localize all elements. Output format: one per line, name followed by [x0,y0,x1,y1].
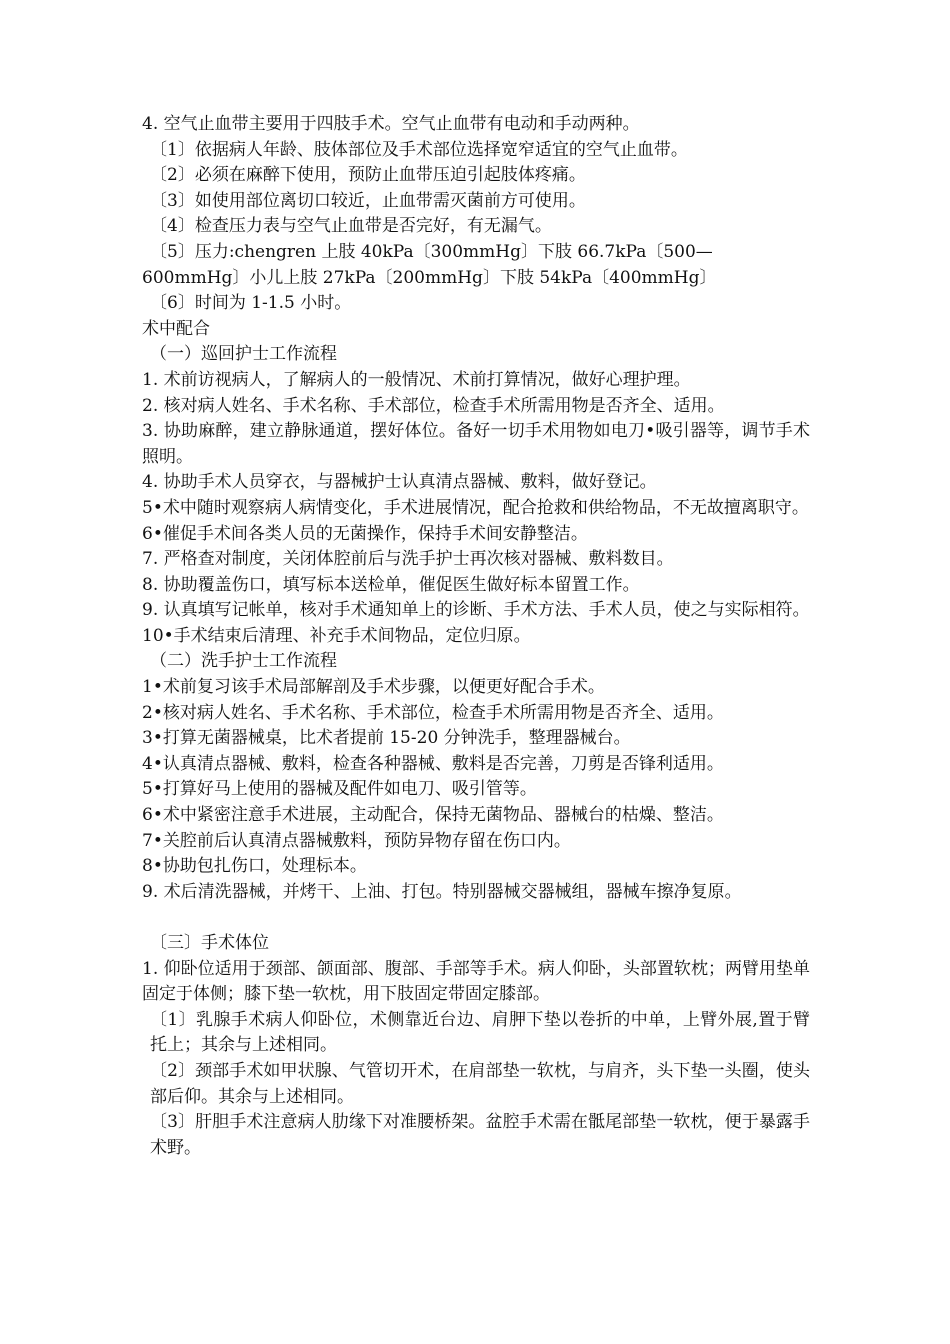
list-item: 〔1〕乳腺手术病人仰卧位，术侧靠近台边、肩胛下垫以卷折的中单，上臂外展,置于臂托上；其余与上述相同。 [150,1009,810,1056]
list-item: 〔2〕颈部手术如甲状腺、气管切开术，在肩部垫一软枕，与肩齐，头下垫一头圈，使头部后仰。其余与上述相同。 [150,1060,810,1107]
list-item: 8•协助包扎伤口，处理标本。 [142,856,367,877]
subsection-heading: （一）巡回护士工作流程 [150,344,337,365]
subsection-heading: （二）洗手护士工作流程 [150,651,337,672]
list-item: 2•核对病人姓名、手术名称、手术部位，检查手术所需用物是否齐全、适用。 [142,702,724,723]
list-item: 4. 协助手术人员穿衣，与器械护士认真清点器械、敷料，做好登记。 [142,472,657,493]
subsection-heading: 〔三〕手术体位 [150,933,269,953]
list-item-continuation: 600mmHg〕小儿上肢 27kPa〔200mmHg〕下肢 54kPa〔400mmHg〕 [142,267,717,288]
list-item: 6•催促手术间各类人员的无菌操作，保持手术间安静整洁。 [142,523,588,544]
list-item: 9. 术后清洗器械，并烤干、上油、打包。特别器械交器械组，器械车擦净复原。 [142,881,742,902]
list-item: 1•术前复习该手术局部解剖及手术步骤，以便更好配合手术。 [142,677,605,698]
list-item: 8. 协助覆盖伤口，填写标本送检单，催促医生做好标本留置工作。 [142,574,640,595]
paragraph: 4. 空气止血带主要用于四肢手术。空气止血带有电动和手动两种。 [142,114,640,134]
list-item: 9. 认真填写记帐单，核对手术通知单上的诊断、手术方法、手术人员，使之与实际相符。 [142,600,810,621]
list-item: 〔6〕时间为 1-1.5 小时。 [150,293,352,314]
list-item: 3•打算无菌器械桌，比术者提前 15-20 分钟洗手，整理器械台。 [142,728,631,749]
blank-line [142,905,810,931]
list-item: 2. 核对病人姓名、手术名称、手术部位，检查手术所需用物是否齐全、适用。 [142,395,725,416]
list-item: 1. 术前访视病人，了解病人的一般情况、术前打算情况，做好心理护理。 [142,369,691,390]
list-item: 〔3〕如使用部位离切口较近，止血带需灭菌前方可使用。 [150,190,586,211]
list-item: 〔5〕压力:chengren 上肢 40kPa〔300mmHg〕下肢 66.7kPa〔500— [150,241,713,262]
list-item: 7•关腔前后认真清点器械敷料，预防异物存留在伤口内。 [142,830,571,851]
list-item: 7. 严格查对制度，关闭体腔前后与洗手护士再次核对器械、敷料数目。 [142,549,674,570]
list-item: 〔3〕肝胆手术注意病人肋缘下对准腰桥架。盆腔手术需在骶尾部垫一软枕，便于暴露手术野。 [150,1112,810,1158]
list-item: 4•认真清点器械、敷料，检查各种器械、敷料是否完善，刀剪是否锋利适用。 [142,753,724,774]
list-item: 5•术中随时观察病人病情变化，手术进展情况，配合抢救和供给物品，不无故擅离职守。 [142,497,809,518]
list-item: 5•打算好马上使用的器械及配件如电刀、吸引管等。 [142,779,537,800]
list-item: 〔1〕依据病人年龄、肢体部位及手术部位选择宽窄适宜的空气止血带。 [150,139,688,160]
list-item: 10•手术结束后清理、补充手术间物品，定位归原。 [142,625,531,646]
list-item: 3. 协助麻醉，建立静脉通道，摆好体位。备好一切手术用物如电刀•吸引器等，调节手术照明。 [142,421,810,467]
list-item: 〔2〕必须在麻醉下使用，预防止血带压迫引起肢体疼痛。 [150,165,586,186]
list-item: 6•术中紧密注意手术进展，主动配合，保持无菌物品、器械台的枯燥、整洁。 [142,805,724,826]
list-item: 〔4〕检查压力表与空气止血带是否完好，有无漏气。 [150,216,552,237]
section-heading: 术中配合 [142,318,210,339]
document-body [142,112,810,1161]
list-item: 1. 仰卧位适用于颈部、颌面部、腹部、手部等手术。病人仰卧，头部置软枕；两臂用垫单固定于体侧；膝下垫一软枕，用下肢固定带固定膝部。 [142,958,810,1005]
